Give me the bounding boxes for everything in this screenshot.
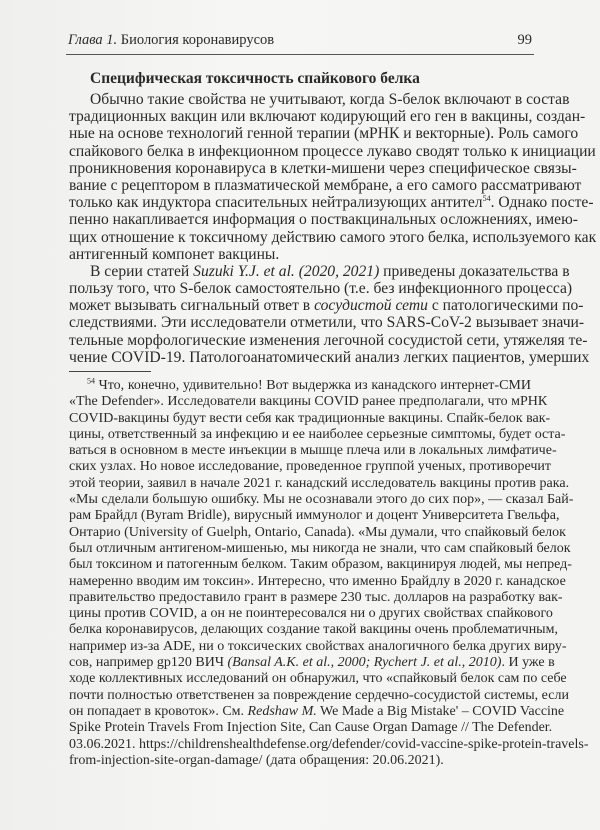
body-line — [69, 159, 577, 177]
text-run: We Made a Big Mistake' – COVID Vaccine — [316, 703, 565, 719]
text-run: только как индуктора спасительных нейтрализующих антител — [69, 194, 483, 212]
footnote-line — [69, 378, 531, 394]
text-run: был отличным антигеном-мишенью, мы никогда не знали, что сам спайковый белок — [69, 540, 571, 556]
text-run: следствиями. Эти исследователи отметили, что SARS-CoV-2 вызывает значи- — [69, 314, 585, 332]
chapter-title: Биология коронавирусов — [120, 32, 275, 48]
footnote-line — [69, 753, 531, 769]
page-number: 99 — [517, 32, 532, 48]
text-run: пенно накапливается информация о поствакцинальных осложнениях, имею- — [69, 211, 578, 229]
body-line — [69, 193, 594, 212]
body-line — [69, 348, 590, 366]
text-run: он попадает в кровоток». См. — [69, 703, 248, 719]
footnote-line — [69, 443, 557, 459]
header-rule — [66, 54, 534, 55]
text-run: спайкового белка в инфекционном процессе лукаво сводят только к инициации — [69, 142, 596, 160]
text-run: Что, конечно, удивительно! Вот выдержка из канадского интернет-СМИ — [95, 378, 531, 393]
text-run: был токсином и патогенным белком. Таким образом, вакцинируя людей, мы непред- — [69, 557, 572, 573]
footnote-marker: 54 — [87, 376, 95, 386]
body-line — [69, 108, 586, 126]
text-run: щих отношение к токсичному действию самого этого белка, используемого как — [69, 228, 597, 246]
footnote-line — [69, 638, 567, 655]
text-run: сов, например gp120 ВИЧ — [69, 655, 228, 671]
text-run: COVID-вакцины будут вести себя как традиционные вакцины. Спайк-белок вак- — [69, 410, 551, 426]
text-run: вание с рецептором в плазматической мембране, а его самого рассматривают — [69, 176, 582, 194]
citation-italic: Suzuki Y.J. et al. (2020, 2021) — [193, 262, 380, 280]
citation-italic: Redshaw M. — [247, 703, 317, 719]
footnote-line — [69, 540, 571, 557]
footnote-line — [69, 671, 567, 687]
section-title: Специфическая токсичность спайкового белка — [90, 70, 420, 87]
footnote-rule — [69, 371, 151, 372]
footnote-line — [69, 655, 555, 671]
footnote-line — [69, 573, 566, 590]
footnote-line — [69, 394, 548, 410]
running-header — [68, 32, 532, 50]
footnote-line — [69, 703, 565, 720]
footnote-line — [69, 606, 553, 622]
footnote-line — [69, 622, 558, 638]
text-run: ные на основе технологий генной терапии (мРНК и векторные). Роль самого — [69, 125, 579, 143]
text-run: этой теории, заявил в начале 2021 г. канадский исследователь вакцины против рака. — [69, 475, 570, 491]
text-run: проникновения коронавируса в клетки-мишени через специфическое связы- — [69, 159, 577, 177]
text-run: . Однако посте- — [490, 194, 594, 212]
footnote-line — [69, 492, 574, 508]
text-run: В серии статей — [90, 262, 194, 280]
citation-italic: (Bansal A.K. et al., 2000; Rychert J. et al., 2010) — [227, 655, 502, 671]
text-run: ваться в основном в месте инъекции в мышце плеча или в локальных лимфатиче- — [69, 443, 557, 459]
text-run: . И уже в — [501, 655, 555, 671]
body-line — [69, 125, 579, 143]
text-run: Онтарио (University of Guelph, Ontario, Canada). «Мы думали, что спайковый белок — [69, 524, 566, 540]
footnote-line — [69, 508, 560, 524]
text-run: 03.06.2021. https://childrenshealthdefense.org/defender/covid-vaccine-spike-protein-travels- — [69, 736, 589, 752]
text-run: цины, ответственный за инфекцию и ее наиболее серьезные симптомы, будет оста- — [69, 426, 566, 442]
text-run: тельные морфологические изменения легочной сосудистой сети, утяжеляя те- — [69, 331, 588, 349]
text-run: с патологическими по- — [427, 297, 584, 315]
text-run: рам Брайдл (Byram Bridle), вирусный иммунолог и доцент Университета Гвельфа, — [69, 508, 560, 524]
text-run: антигенный компонет вакцины. — [69, 245, 280, 263]
footnote-line — [69, 459, 552, 475]
text-run: ходе коллективных исследований он обнаружил, что «спайковый белок сам по себе — [69, 671, 567, 687]
text-run: приведены доказательства в — [379, 262, 570, 280]
text-run: пользу того, что S-белок самостоятельно (т.е. без инфекционного процесса) — [69, 280, 573, 298]
footnote-line — [69, 475, 570, 492]
footnote-line — [69, 589, 563, 606]
text-run: from-injection-site-organ-damage/ (дата обращения: 20.06.2021). — [69, 752, 444, 768]
body-text — [69, 91, 597, 366]
text-run: почти полностью ответственен за повреждение сердечно-сосудистой системы, если — [69, 687, 569, 703]
body-line — [69, 297, 584, 315]
footnote-line — [69, 720, 553, 736]
footnote-line — [69, 557, 572, 573]
body-line — [69, 262, 570, 280]
text-run: Spike Protein Travels From Injection Site, Can Cause Organ Damage // The Defender. — [69, 720, 553, 736]
text-run: например из-за ADE, ни о токсических свойствах аналогичного белка других виру- — [69, 638, 567, 654]
footnote-text — [69, 376, 589, 769]
text-run: цины против COVID, а он не поинтересовался ни о других свойствах спайкового — [69, 606, 553, 622]
footnote-line — [69, 410, 551, 427]
text-run: чение COVID-19. Патологоанатомический анализ легких пациентов, умерших — [69, 348, 590, 366]
text-run: может вызывать сигнальный ответ в — [69, 297, 315, 315]
footnote-line — [69, 524, 566, 541]
text-run: традиционных вакцин или включают кодирующий его ген в вакцины, создан- — [69, 108, 586, 126]
text-run: намеренно вводим им токсин». Интересно, что именно Брайдлу в 2020 г. канадское — [69, 573, 566, 589]
body-line — [69, 211, 578, 229]
footnote-marker: 54 — [482, 193, 491, 203]
body-line — [69, 228, 597, 246]
footnote-line — [69, 687, 569, 704]
footnote-line — [69, 736, 589, 753]
body-line — [69, 280, 573, 298]
citation-italic: сосудистой сети — [314, 297, 428, 315]
text-run: правительство предоставило грант в размере 230 тыс. долларов на разработку вак- — [69, 589, 563, 605]
body-line — [69, 331, 588, 349]
text-run: Обычно такие свойства не учитывают, когда S-белок включают в состав — [90, 91, 570, 108]
body-line — [69, 176, 582, 194]
text-run: «Мы сделали большую ошибку. Мы не осознавали этого до сих пор», — сказал Бай- — [69, 492, 574, 508]
body-line — [69, 91, 570, 108]
body-line — [69, 314, 585, 332]
body-line — [69, 142, 596, 160]
body-line — [69, 246, 531, 263]
text-run: белка коронавирусов, делающих создание такой вакцины очень проблематичным, — [69, 622, 558, 638]
text-run: ских узлах. Но новое исследование, проведенное группой ученых, противоречит — [69, 459, 552, 475]
footnote-line — [69, 426, 566, 443]
text-run: «The Defender». Исследователи вакцины COVID ранее предполагали, что мРНК — [69, 394, 548, 410]
chapter-label: Глава 1. — [68, 32, 118, 48]
